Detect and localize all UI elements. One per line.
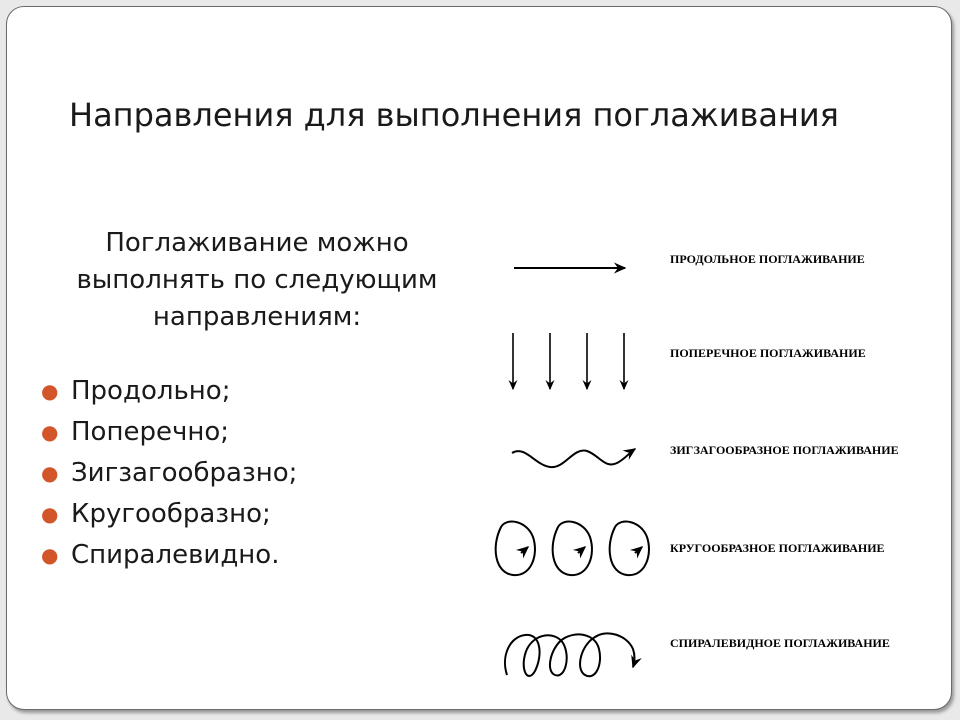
transverse-label: ПОПЕРЕЧНОЕ ПОГЛАЖИВАНИЕ (670, 346, 866, 360)
circular-arrows-icon (496, 522, 649, 576)
list-item-text: Спиралевидно. (71, 540, 280, 570)
list-item (37, 453, 297, 494)
spiral-label: СПИРАЛЕВИДНОЕ ПОГЛАЖИВАНИЕ (670, 636, 890, 650)
list-item (37, 412, 297, 453)
bullet-dot-icon: ● (41, 379, 59, 403)
slide-frame (6, 6, 952, 710)
longitudinal-label: ПРОДОЛЬНОЕ ПОГЛАЖИВАНИЕ (670, 252, 865, 266)
intro-text: Поглаживание можно выполнять по следующим направлениям: (76, 228, 438, 332)
list-item (37, 494, 297, 535)
zigzag-label: ЗИГЗАГООБРАЗНОЕ ПОГЛАЖИВАНИЕ (670, 443, 899, 457)
list-item (37, 535, 297, 576)
transverse-arrows-icon (513, 333, 624, 389)
list-item (37, 371, 297, 412)
list-item-text: Поперечно; (71, 417, 229, 447)
bullet-dot-icon: ● (41, 502, 59, 526)
list-item-text: Кругообразно; (71, 499, 271, 529)
circular-label: КРУГООБРАЗНОЕ ПОГЛАЖИВАНИЕ (670, 541, 885, 555)
spiral-arrow-icon (505, 633, 634, 676)
bullet-dot-icon: ● (41, 420, 59, 444)
slide-title: Направления для выполнения поглаживания (69, 96, 839, 134)
list-item-text: Зигзагообразно; (71, 458, 298, 488)
bullet-dot-icon: ● (41, 461, 59, 485)
bullet-dot-icon: ● (41, 543, 59, 567)
zigzag-arrow-icon (512, 449, 635, 467)
list-item-text: Продольно; (71, 376, 231, 406)
method-list (37, 371, 297, 576)
